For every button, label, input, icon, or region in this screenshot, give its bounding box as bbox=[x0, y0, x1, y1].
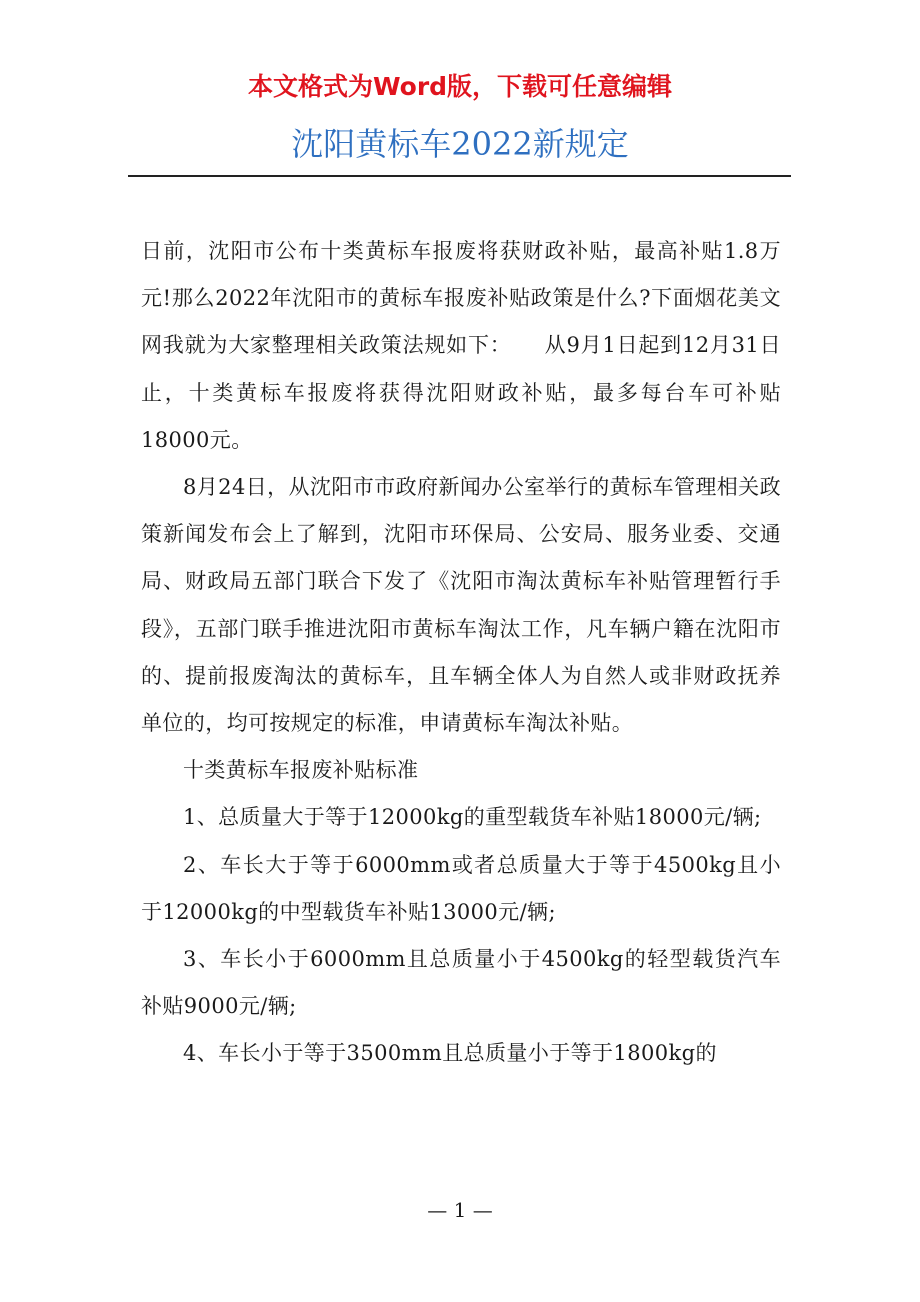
paragraph-1: 日前，沈阳市公布十类黄标车报废将获财政补贴，最高补贴1.8万元!那么2022年沈阳市的黄标车报废补贴政策是什么?下面烟花美文网我就为大家整理相关政策法规如下： 从9月1日起到12月31日止，十类黄标车报废将获得沈阳财政补贴，最多每台车可补贴18000元。 bbox=[141, 239, 781, 452]
list-item-1: 1、总质量大于等于12000kg的重型载货车补贴18000元/辆; bbox=[183, 805, 762, 830]
document-title: 沈阳黄标车2022新规定 bbox=[291, 125, 629, 163]
download-banner: 本文格式为Word版，下载可任意编辑 bbox=[247, 72, 673, 101]
paragraph-2: 8月24日，从沈阳市市政府新闻办公室举行的黄标车管理相关政策新闻发布会上了解到，沈阳市环保局、公安局、服务业委、交通局、财政局五部门联合下发了《沈阳市淘汰黄标车补贴管理暂行手段》，五部门联手推进沈阳市黄标车淘汰工作，凡车辆户籍在沈阳市的、提前报废淘汰的黄标车，且车辆全体人为自然人或非财政抚养单位的，均可按规定的标准，申请黄标车淘汰补贴。 bbox=[141, 475, 781, 736]
section-heading: 十类黄标车报废补贴标准 bbox=[183, 758, 419, 783]
title-divider bbox=[128, 175, 791, 177]
document-body bbox=[141, 228, 781, 1078]
list-item-4: 4、车长小于等于3500mm且总质量小于等于1800kg的 bbox=[183, 1041, 717, 1066]
list-item-2: 2、车长大于等于6000mm或者总质量大于等于4500kg且小于12000kg的中型载货车补贴13000元/辆; bbox=[141, 852, 781, 924]
page-number: — 1 — bbox=[427, 1198, 493, 1222]
list-item-3: 3、车长小于6000mm且总质量小于4500kg的轻型载货汽车补贴9000元/辆; bbox=[141, 947, 781, 1019]
